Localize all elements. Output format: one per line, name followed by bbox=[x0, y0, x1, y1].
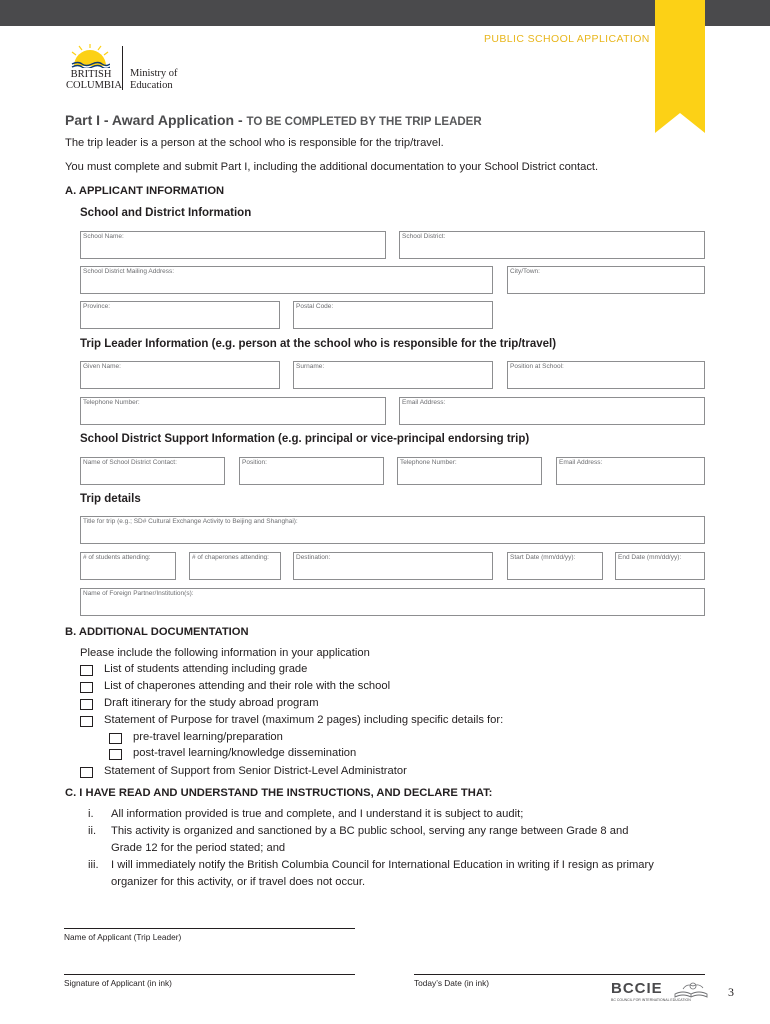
section-b-title: B. ADDITIONAL DOCUMENTATION bbox=[65, 626, 249, 638]
checkbox-statement-of-purpose[interactable] bbox=[80, 716, 93, 727]
given-name-field[interactable]: Given Name: bbox=[80, 361, 280, 389]
applicant-signature-line[interactable] bbox=[64, 974, 355, 975]
district-contact-email-field[interactable]: Email Address: bbox=[556, 457, 705, 485]
district-support-heading: School District Support Information (e.g. principal or vice-principal endorsing trip) bbox=[80, 433, 530, 445]
intro-line-2: You must complete and submit Part I, including the additional documentation to your School District contact. bbox=[65, 161, 599, 173]
todays-date-label: Today’s Date (in ink) bbox=[414, 978, 490, 988]
district-contact-position-field[interactable]: Position: bbox=[239, 457, 384, 485]
list-item: pre-travel learning/preparation bbox=[133, 731, 283, 743]
city-field[interactable]: City/Town: bbox=[507, 266, 705, 294]
bccie-logo: BCCIE BC COUNCIL FOR INTERNATIONAL EDUCATION bbox=[611, 980, 711, 1004]
declaration-number: iii. bbox=[88, 859, 99, 871]
documentation-intro: Please include the following information in your application bbox=[80, 647, 370, 659]
todays-date-line[interactable] bbox=[414, 974, 705, 975]
page-title: Part I - Award Application - TO BE COMPLETED BY THE TRIP LEADER bbox=[65, 112, 482, 128]
section-a-title: A. APPLICANT INFORMATION bbox=[65, 185, 225, 197]
bc-sun-icon bbox=[70, 44, 110, 68]
list-item: Draft itinerary for the study abroad program bbox=[104, 697, 319, 709]
applicant-signature-label: Signature of Applicant (in ink) bbox=[64, 978, 172, 988]
school-district-heading: School and District Information bbox=[80, 207, 252, 219]
school-name-field[interactable]: School Name: bbox=[80, 231, 386, 259]
declaration-text: organizer for this activity, or if travel does not occur. bbox=[111, 876, 366, 888]
trip-leader-heading: Trip Leader Information (e.g. person at the school who is responsible for the trip/travel) bbox=[80, 338, 557, 350]
list-item: Statement of Support from Senior District-Level Administrator bbox=[104, 765, 407, 777]
declaration-number: ii. bbox=[88, 825, 97, 837]
page-number: 3 bbox=[728, 985, 734, 999]
open-book-icon bbox=[673, 980, 709, 1000]
students-attending-field[interactable]: # of students attending: bbox=[80, 552, 176, 580]
logo-bc-text: BRITISH COLUMBIA bbox=[66, 69, 123, 91]
top-bar bbox=[0, 0, 770, 26]
surname-field[interactable]: Surname: bbox=[293, 361, 493, 389]
declaration-text: All information provided is true and complete, and I understand it is subject to audit; bbox=[111, 808, 524, 820]
trip-title-field[interactable]: Title for trip (e.g.; SD# Cultural Exchange Activity to Beijing and Shanghai): bbox=[80, 516, 705, 544]
logo-ministry-text: Ministry of Education bbox=[130, 68, 178, 91]
checkbox-chaperones-list[interactable] bbox=[80, 682, 93, 693]
bc-government-logo bbox=[66, 44, 186, 92]
mailing-address-field[interactable]: School District Mailing Address: bbox=[80, 266, 493, 294]
position-at-school-field[interactable]: Position at School: bbox=[507, 361, 705, 389]
foreign-partner-field[interactable]: Name of Foreign Partner/Institution(s): bbox=[80, 588, 705, 616]
section-c-title: C. I HAVE READ AND UNDERSTAND THE INSTRUCTIONS, AND DECLARE THAT: bbox=[65, 787, 493, 799]
trip-details-heading: Trip details bbox=[80, 493, 141, 505]
declaration-text: I will immediately notify the British Columbia Council for International Education in writing if I resign as primary bbox=[111, 859, 654, 871]
applicant-name-line[interactable] bbox=[64, 928, 355, 929]
list-item: post-travel learning/knowledge dissemination bbox=[133, 747, 357, 759]
end-date-field[interactable]: End Date (mm/dd/yy): bbox=[615, 552, 705, 580]
declaration-text: This activity is organized and sanctioned by a BC public school, serving any range between Grade 8 and bbox=[111, 825, 629, 837]
district-contact-name-field[interactable]: Name of School District Contact: bbox=[80, 457, 225, 485]
district-contact-telephone-field[interactable]: Telephone Number: bbox=[397, 457, 542, 485]
province-field[interactable]: Province: bbox=[80, 301, 280, 329]
declaration-number: i. bbox=[88, 808, 94, 820]
leader-telephone-field[interactable]: Telephone Number: bbox=[80, 397, 386, 425]
checkbox-draft-itinerary[interactable] bbox=[80, 699, 93, 710]
list-item: Statement of Purpose for travel (maximum 2 pages) including specific details for: bbox=[104, 714, 504, 726]
chaperones-attending-field[interactable]: # of chaperones attending: bbox=[189, 552, 281, 580]
list-item: List of students attending including grade bbox=[104, 663, 308, 675]
start-date-field[interactable]: Start Date (mm/dd/yy): bbox=[507, 552, 603, 580]
yellow-ribbon bbox=[655, 0, 705, 133]
list-item: List of chaperones attending and their role with the school bbox=[104, 680, 391, 692]
leader-email-field[interactable]: Email Address: bbox=[399, 397, 705, 425]
declaration-text: Grade 12 for the period stated; and bbox=[111, 842, 286, 854]
school-district-field[interactable]: School District: bbox=[399, 231, 705, 259]
checkbox-students-list[interactable] bbox=[80, 665, 93, 676]
applicant-name-label: Name of Applicant (Trip Leader) bbox=[64, 932, 182, 942]
checkbox-post-travel-learning[interactable] bbox=[109, 749, 122, 760]
checkbox-pre-travel-learning[interactable] bbox=[109, 733, 122, 744]
checkbox-statement-of-support[interactable] bbox=[80, 767, 93, 778]
intro-line-1: The trip leader is a person at the school who is responsible for the trip/travel. bbox=[65, 137, 444, 149]
application-type-label: PUBLIC SCHOOL APPLICATION bbox=[484, 33, 650, 45]
destination-field[interactable]: Destination: bbox=[293, 552, 493, 580]
postal-code-field[interactable]: Postal Code: bbox=[293, 301, 493, 329]
